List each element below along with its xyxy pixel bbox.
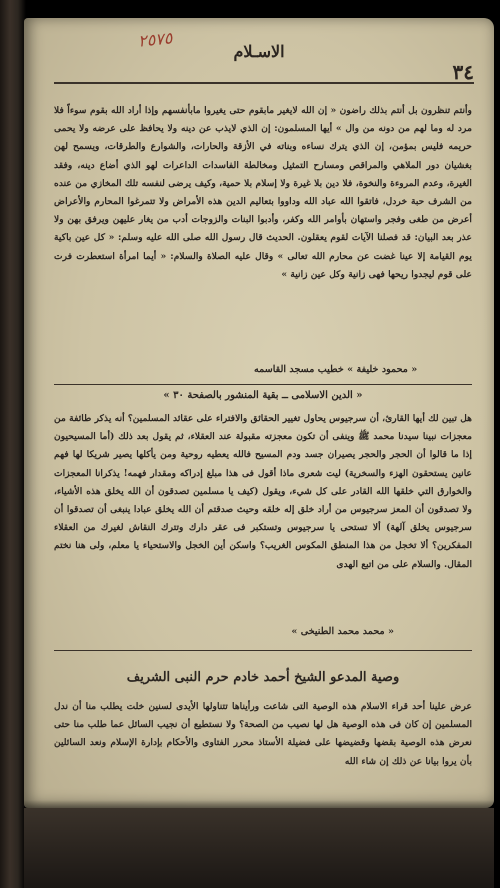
page-header [38,24,480,68]
article-religion-heading: « الدين الاسلامى ــ بقية المنشور بالصفحة ٣٠ » [163,390,363,401]
article-will-text: عرض علينا أحد قراء الاسلام هذه الوصية التى شاعت ورأيناها تتناولها الأيدى لسنين خلت يطلب منا أن ندل المسلمين إن كان فى هذه الوصية هل لها نصيب من الصحة؟ ولا نستطيع أن نجيب السائل عما طلب منا حتى نعرض هذه الوصية بقضها وقضيضها على فضيلة الأستاذ محرر الفتاوى والأحكام بإدارة الإسلام ونعد السائلين بأن يروا بيانا عن ذلك إن شاء الله [54,701,472,767]
book-page [24,18,494,808]
article-will-heading: وصية المدعو الشيخ أحمد خادم حرم النبى الشريف [126,670,400,685]
page-number: ٣٤ [452,60,474,84]
page-shadow [24,800,494,808]
handwritten-page-mark: ٢٥٧٥ [137,28,174,51]
article-sermon-signature: « محمود خليفة » خطيب مسجد القاسمه [254,364,418,375]
book-bottom-edge [24,808,494,888]
header-rule [54,82,474,84]
article-sermon-text: وأنتم تنظرون بل أنتم بذلك راضون « إن الله لايغير مابقوم حتى يغيروا مابأنفسهم وإذا أراد الله بقوم سوءاً فلا مرد له وما لهم من دونه من وال » أيها المسلمون: إن الذي لايذب عن دينه ولا يحافظ على عرضه ولا يحمى حريمه فليس بمؤمن، إن الذي يترك نساءه وبناته في الأزقة والحارات، والشوارع والطرقات، ويسمح لهن بغشيان دور الملاهي والمراقص ومسارح التمثيل ومخالطة الفاسدات الداعرات لهو الذي أضاع دينه، وفقد الغيرة، وعدم المروءة والنخوة، فلا دين بلا غيرة ولا إسلام بلا حمية، وكيف يرضى لنفسه تلك المخازي من عنده من الشرف حبة خردل، فاتقوا الله عباد الله وداووا بتعاليم الدين هذه الأمراض ولا تتمرغوا المحارم والأعراض أعرض من طغى وفجر واستهان بأوامر الله وكفر، وأدبوا البنات والزوجات أدب من يغار عليهن ويرفق بهن ولا عذر بعد البيان: قد فصلنا الآيات لقوم يعقلون. الحديث قال رسول الله صلى الله عليه وسلم: « كل عين باكية يوم القيامة إلا عينا غضت عن محارم الله تعالى » وقال عليه الصلاة والسلام: « أيما امرأة استعطرت فرت على قوم ليجدوا ريحها فهى زانية وكل عين زانية » [54,105,472,280]
section-divider [54,384,472,385]
article-religion-text: هل تبين لك أيها القارئ، أن سرجيوس يحاول تغيير الحقائق والافتراء على عقائد المسلمين؟ أنه يذكر طائفة من معجزات نبينا سيدنا محمد ﷺ وينفى أن تكون معجزته مقبولة عند العقلاء، ثم يقول بعد ذلك (أما المسيحيون إذا ما قالوا أن الحجر والحجر يصيران جسد ودم المسيح فالله يعطيه روحية ومن يأكلها يصير شريكا لها فهم عانين يستحقون الهزء والسخرية) ليت شعرى ماذا أقول فى هذا مبلغ إدراكه ومقدار فهمه! يذكرانا المعجزات والخوارق التي خلقها الله القادر على كل شيء، ويقول (كيف يا مسلمين تصدقون أن الله يخلق هذه الأشياء، ولا تصدقون أن المعز سرجيوس من أراد خلق إله خلقه وحيث صدقتم أن الله يخلق عبادا ينبغى أن تصدقوا أن سرجيوس يخلق آلهة) ألا تستحى يا سرجيوس وتستكبر فى عقر دارك وتترك النقاش لغيرك من العقلاء المفكرين؟ ألا تخجل من هذا المنطق المكوس الغريب؟ واسكن أين الخجل والاستحياء يا معلم، ولى هنا نختم المقال. والسلام على من اتبع الهدى [54,413,472,570]
article-religion-signature: « محمد محمد الطنيخى » [291,626,394,637]
running-title: الاسـلام [233,42,285,61]
section-divider [54,650,472,651]
